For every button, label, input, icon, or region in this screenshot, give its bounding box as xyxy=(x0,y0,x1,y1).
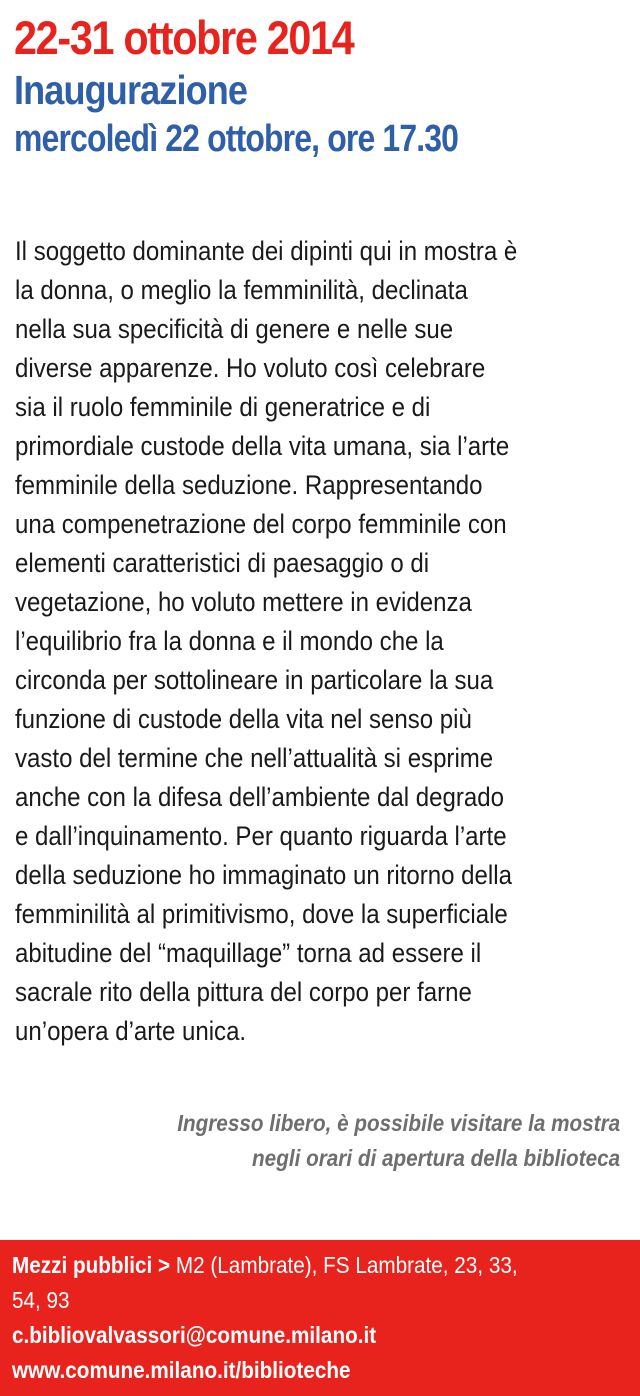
statement-line: una compenetrazione del corpo femminile con xyxy=(15,509,507,539)
statement-line: la donna, o meglio la femminilità, declinata xyxy=(15,275,468,305)
statement-line: della seduzione ho immaginato un ritorno della xyxy=(15,860,512,890)
website-link[interactable]: www.comune.milano.it/biblioteche xyxy=(12,1357,351,1383)
event-header xyxy=(14,10,630,164)
transport-label: Mezzi pubblici > xyxy=(12,1252,171,1278)
statement-line: abitudine del “maquillage” torna ad essere il xyxy=(15,938,482,968)
statement-line: elementi caratteristici di paesaggio o di xyxy=(15,548,430,578)
statement-line: un’opera d’arte unica. xyxy=(15,1016,247,1046)
statement-line: sia il ruolo femminile di generatrice e di xyxy=(15,392,431,422)
artist-statement xyxy=(15,232,630,1051)
statement-line: circonda per sottolineare in particolare la sua xyxy=(15,665,494,695)
transport-value-cont: 54, 93 xyxy=(12,1287,70,1313)
statement-line: Il soggetto dominante dei dipinti qui in mostra è xyxy=(15,236,518,266)
statement-line: l’equilibrio fra la donna e il mondo che la xyxy=(15,626,444,656)
email-link[interactable]: c.bibliovalvassori@comune.milano.it xyxy=(12,1322,377,1348)
statement-line: sacrale rito della pittura del corpo per farne xyxy=(15,977,472,1007)
statement-line: anche con la difesa dell’ambiente dal degrado xyxy=(15,782,504,812)
statement-line: e dall’inquinamento. Per quanto riguarda l’arte xyxy=(15,821,507,851)
statement-line: femminilità al primitivismo, dove la superficiale xyxy=(15,899,508,929)
statement-line: vegetazione, ho voluto mettere in evidenza xyxy=(15,587,472,617)
statement-line: vasto del termine che nell’attualità si esprime xyxy=(15,743,494,773)
statement-line: funzione di custode della vita nel senso più xyxy=(15,704,472,734)
admission-note-line: Ingresso libero, è possibile visitare la mostra xyxy=(177,1110,620,1136)
admission-note xyxy=(128,1106,620,1176)
statement-line: diverse apparenze. Ho voluto così celebrare xyxy=(15,353,486,383)
statement-line: femminile della seduzione. Rappresentando xyxy=(15,470,483,500)
admission-note-line: negli orari di apertura della biblioteca xyxy=(251,1145,620,1171)
inauguration-label: Inaugurazione xyxy=(14,67,248,113)
inauguration-datetime: mercoledì 22 ottobre, ore 17.30 xyxy=(14,118,459,160)
info-footer xyxy=(0,1240,640,1396)
transport-info xyxy=(12,1248,566,1283)
event-dates: 22-31 ottobre 2014 xyxy=(14,11,354,64)
statement-line: primordiale custode della vita umana, sia l’arte xyxy=(15,431,510,461)
statement-line: nella sua specificità di genere e nelle sue xyxy=(15,314,454,344)
transport-value: M2 (Lambrate), FS Lambrate, 23, 33, xyxy=(170,1252,518,1278)
